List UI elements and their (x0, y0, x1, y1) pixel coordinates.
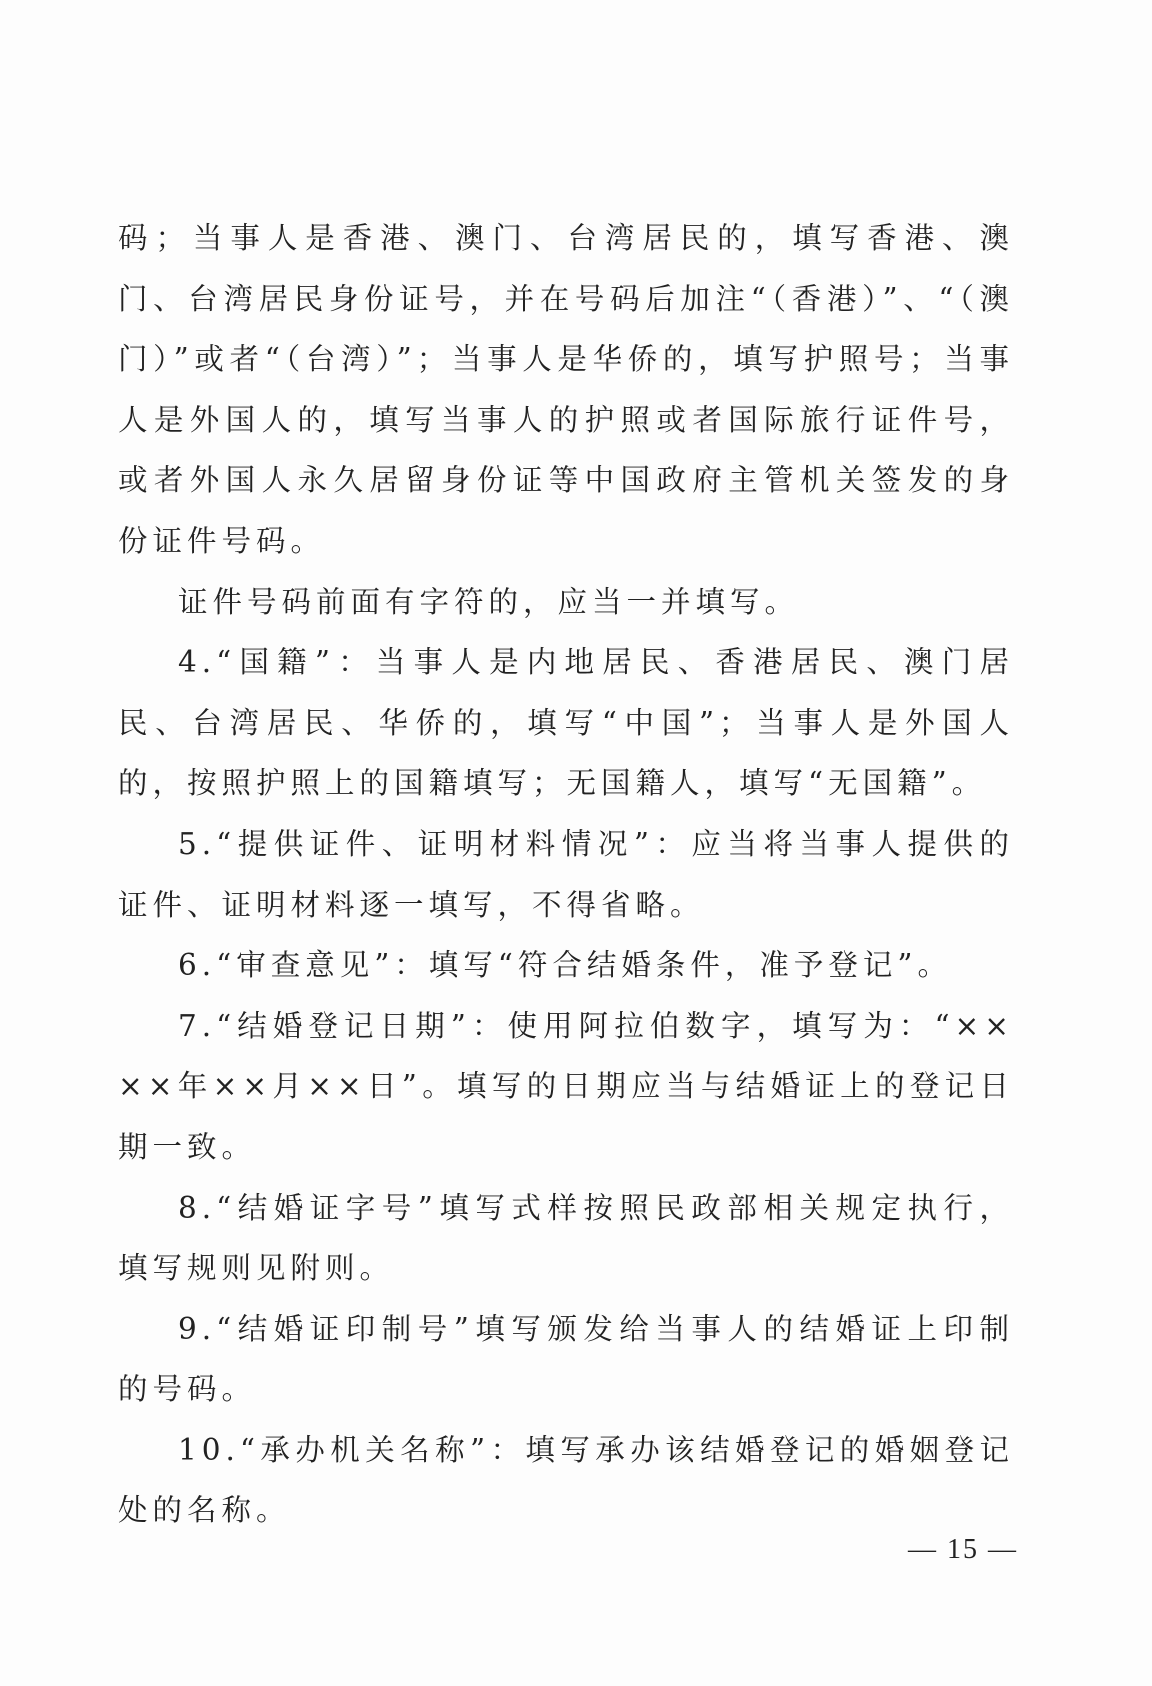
paragraph-documents-provided: 5.“提供证件、证明材料情况”：应当将当事人提供的证件、证明材料逐一填写，不得省略。 (118, 826, 1014, 922)
paragraph-certificate-print-number: 9.“结婚证印制号”填写颁发给当事人的结婚证上印制的号码。 (118, 1311, 1014, 1407)
paragraph-review-opinion: 6.“审查意见”：填写“符合结婚条件，准予登记”。 (178, 948, 952, 983)
paragraph-id-continuation: 码；当事人是香港、澳门、台湾居民的，填写香港、澳门、台湾居民身份证号，并在号码后加注“（香港）”、“（澳门）”或者“（台湾）”；当事人是华侨的，填写护照号；当事人是外国人的，填写当事人的护照或者国际旅行证件号，或者外国人永久居留身份证等中国政府主管机关签发的身份证件号码。 (118, 221, 1014, 558)
page-number: — 15 — (908, 1534, 1018, 1565)
paragraph-id-prefix-note: 证件号码前面有字符的，应当一并填写。 (178, 584, 800, 619)
paragraph-office-name: 10.“承办机关名称”：填写承办该结婚登记的婚姻登记处的名称。 (118, 1432, 1014, 1528)
paragraph-registration-date: 7.“结婚登记日期”：使用阿拉伯数字，填写为：“××××年××月××日”。填写的日期应当与结婚证上的登记日期一致。 (118, 1008, 1014, 1164)
paragraph-nationality: 4.“国籍”：当事人是内地居民、香港居民、澳门居民、台湾居民、华侨的，填写“中国”；当事人是外国人的，按照护照上的国籍填写；无国籍人，填写“无国籍”。 (118, 645, 1014, 801)
body-text (118, 208, 1014, 1541)
paragraph-certificate-number: 8.“结婚证字号”填写式样按照民政部相关规定执行，填写规则见附则。 (118, 1190, 1014, 1286)
